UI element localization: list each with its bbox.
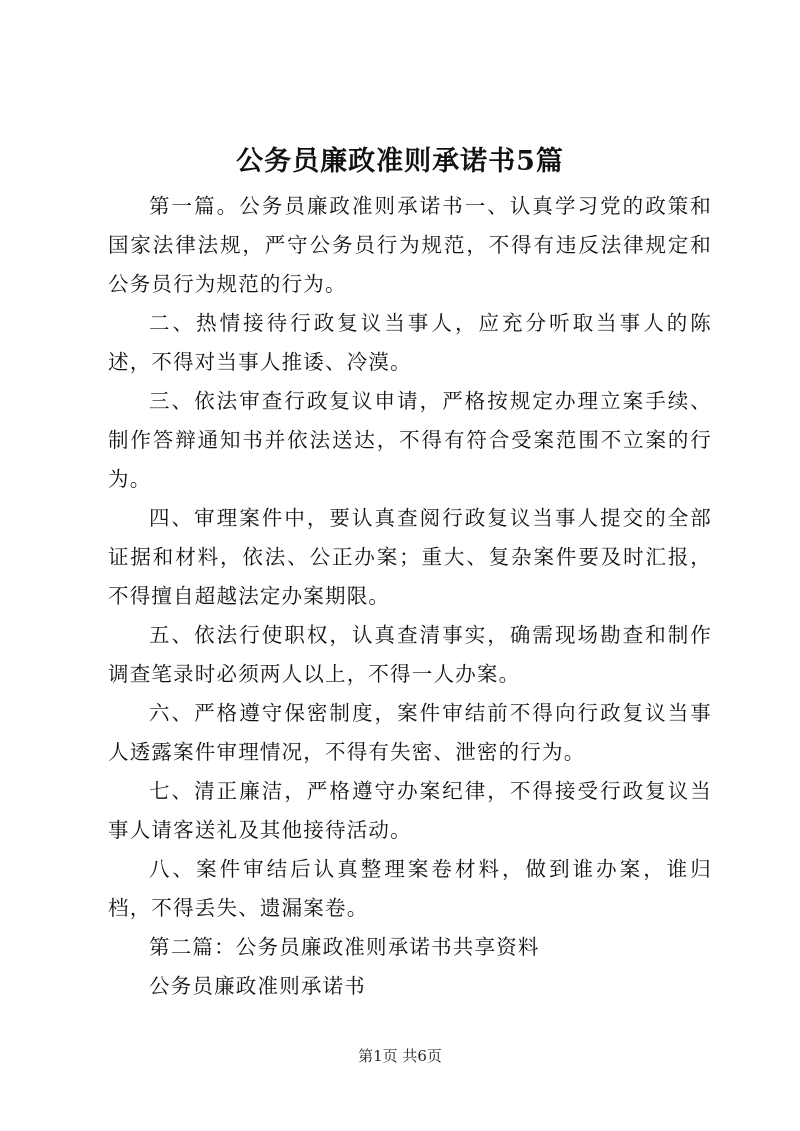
paragraph-6: 六、严格遵守保密制度，案件审结前不得向行政复议当事人透露案件审理情况，不得有失密、泄密的行为。 [108, 701, 712, 764]
document-title: 公务员廉政准则承诺书5篇 [236, 146, 564, 177]
document-body [108, 187, 712, 1006]
paragraph-8: 八、案件审结后认真整理案卷材料，做到谁办案，谁归档，不得丢失、遗漏案卷。 [108, 857, 712, 920]
paragraph-5: 五、依法行使职权，认真查清事实，确需现场勘查和制作调查笔录时必须两人以上，不得一人办案。 [108, 623, 712, 686]
paragraph-1: 第一篇。公务员廉政准则承诺书一、认真学习党的政策和国家法律法规，严守公务员行为规范，不得有违反法律规定和公务员行为规范的行为。 [108, 194, 712, 296]
paragraph-7: 七、清正廉洁，严格遵守办案纪律，不得接受行政复议当事人请客送礼及其他接待活动。 [108, 779, 712, 842]
paragraph-4: 四、审理案件中，要认真查阅行政复议当事人提交的全部证据和材料，依法、公正办案；重大、复杂案件要及时汇报，不得擅自超越法定办案期限。 [108, 506, 712, 608]
paragraph-3: 三、依法审查行政复议申请，严格按规定办理立案手续、制作答辩通知书并依法送达，不得有符合受案范围不立案的行为。 [108, 389, 712, 491]
section-subtitle: 公务员廉政准则承诺书 [149, 974, 366, 998]
section-heading-2: 第二篇：公务员廉政准则承诺书共享资料 [149, 935, 540, 959]
paragraph-2: 二、热情接待行政复议当事人，应充分听取当事人的陈述，不得对当事人推诿、冷漠。 [108, 311, 712, 374]
page-footer: 第1页 共6页 [358, 1047, 442, 1065]
